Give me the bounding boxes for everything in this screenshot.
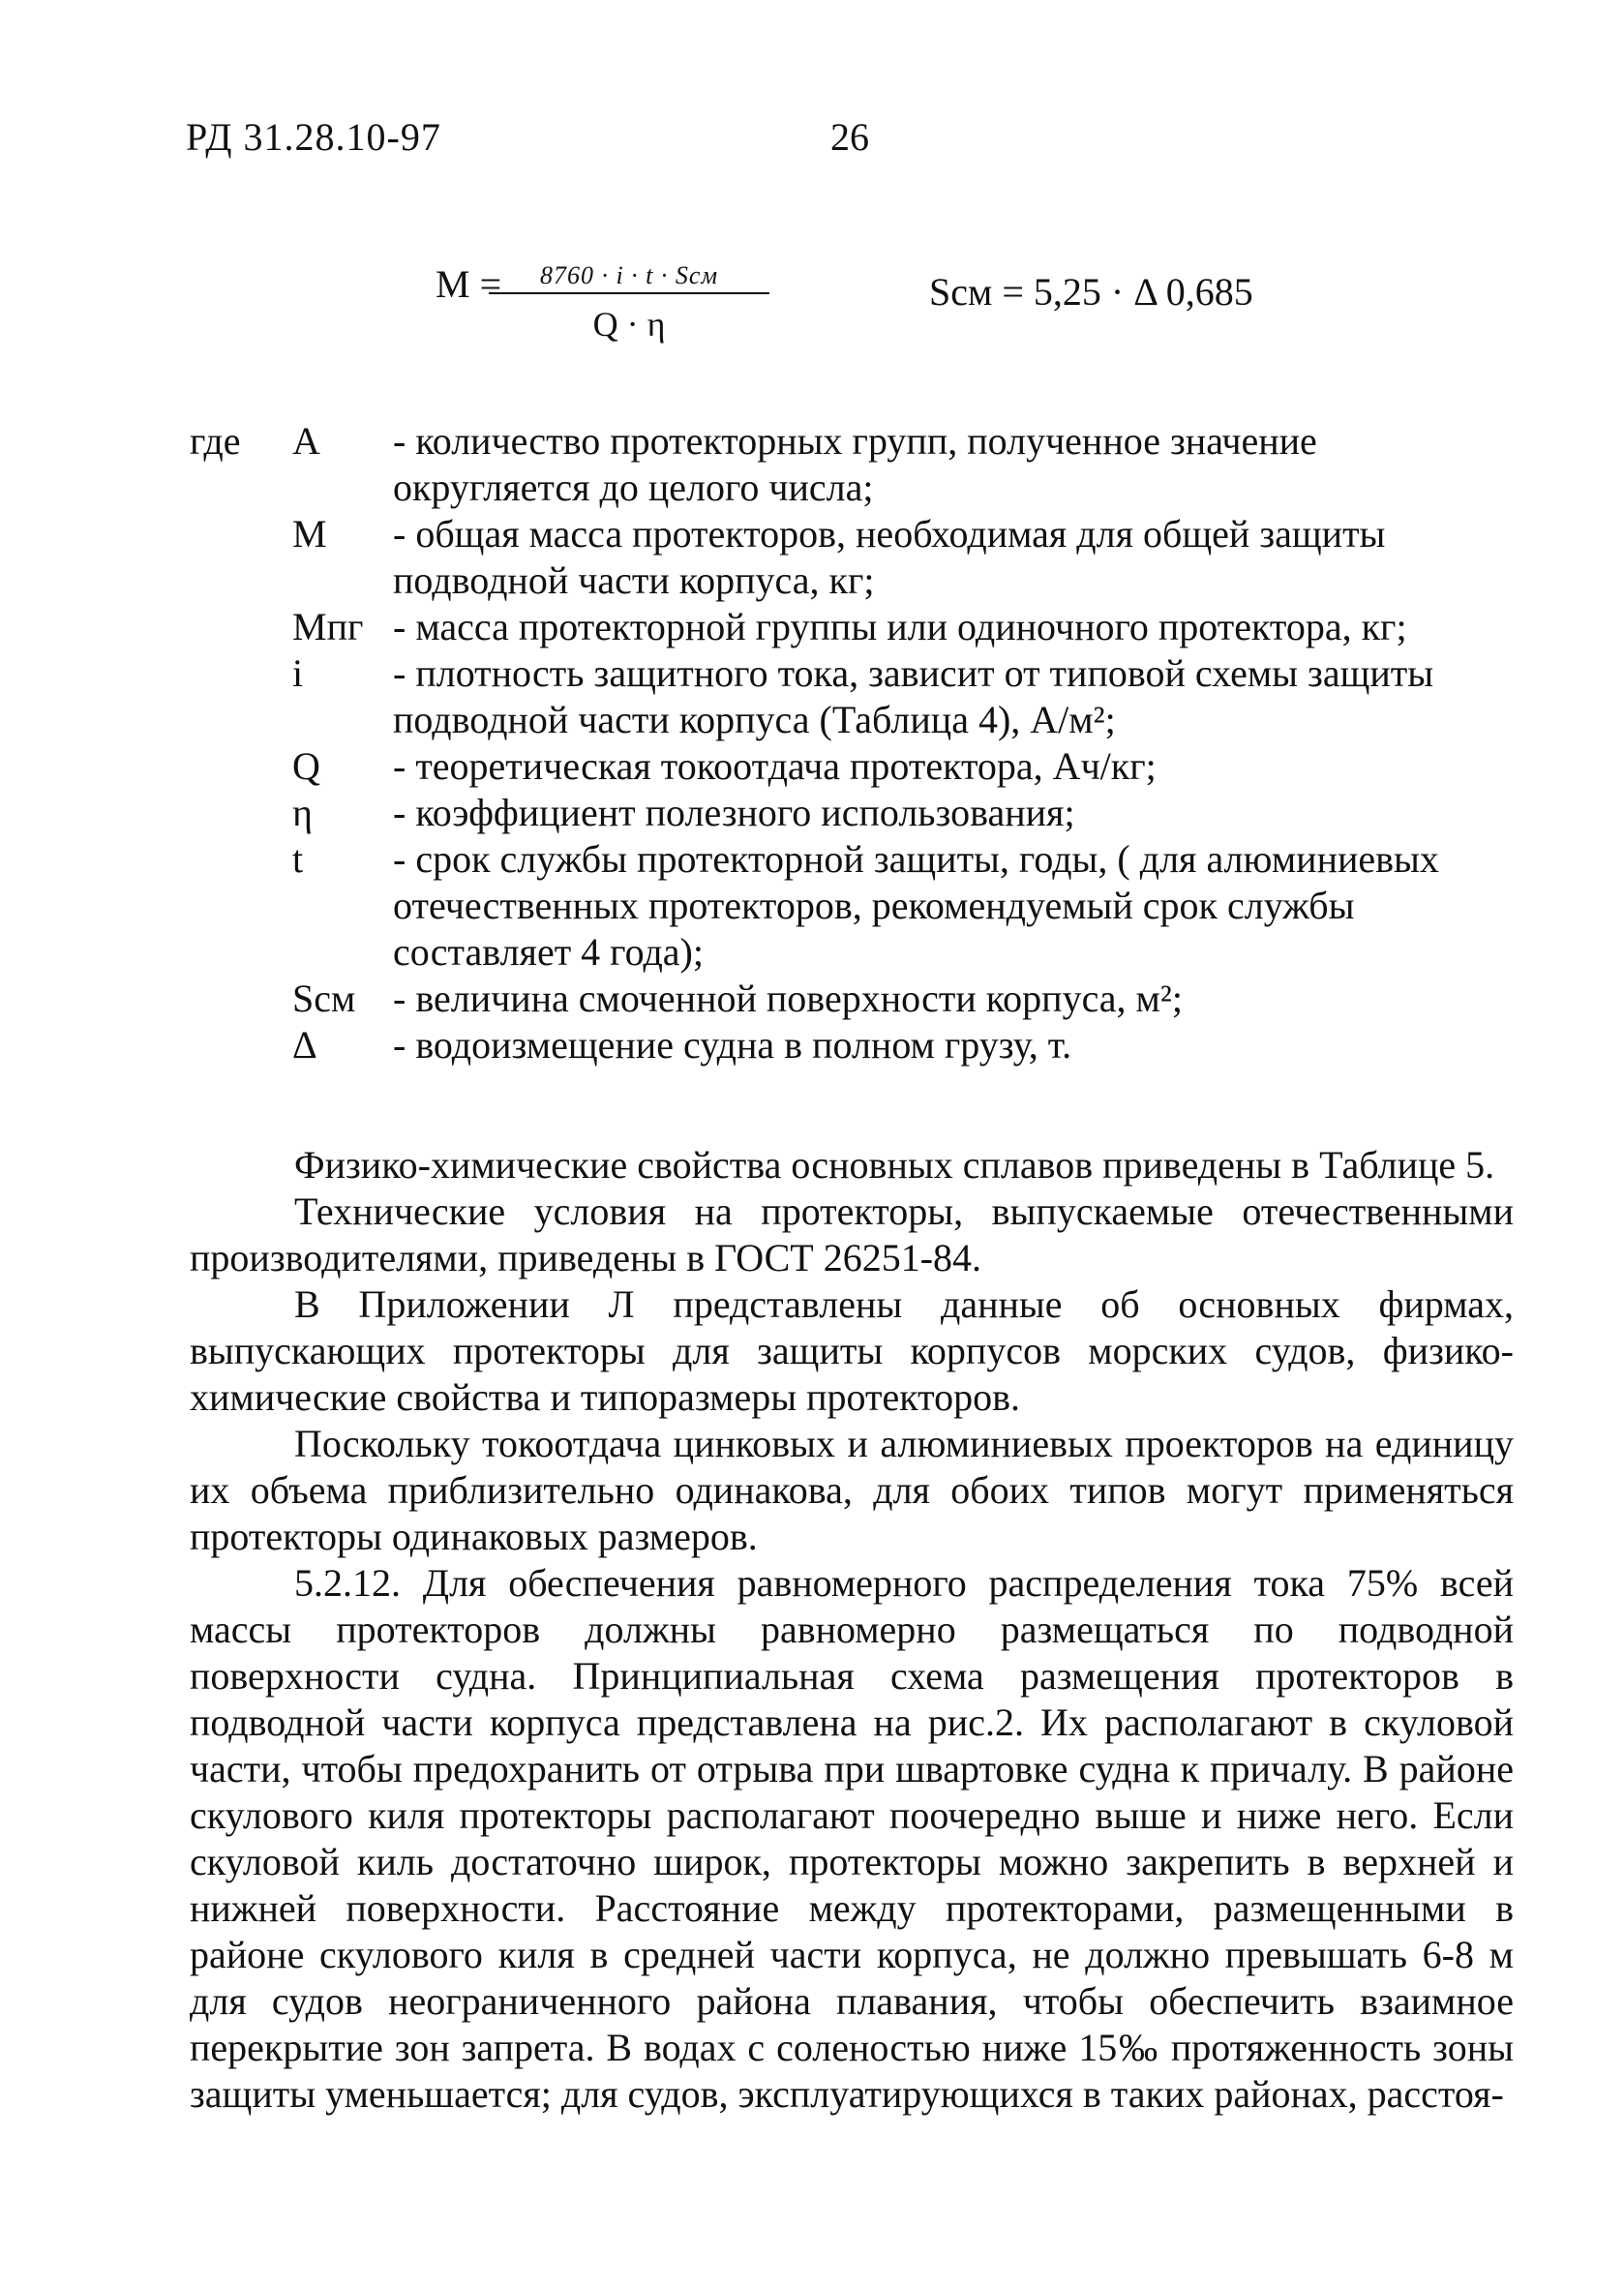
legend-symbol: t xyxy=(292,837,304,881)
legend-symbol: Sсм xyxy=(292,977,356,1020)
legend-row xyxy=(190,976,1516,1022)
legend-description: - общая масса протекторов, необходимая для общей защиты подводной части корпуса, кг; xyxy=(393,512,1386,602)
legend-description: - коэффициент полезного использования; xyxy=(393,791,1075,834)
legend-description: - водоизмещение судна в полном грузу, т. xyxy=(393,1023,1072,1067)
legend-symbol: Δ xyxy=(292,1023,317,1067)
legend-row xyxy=(190,604,1516,650)
legend-description: - плотность защитного тока, зависит от типовой схемы защиты подводной части корпуса (Таблица 4), А/м²; xyxy=(393,651,1434,741)
formula-fraction xyxy=(489,261,769,345)
paragraph: 5.2.12. Для обеспечения равномерного распределения тока 75% всей массы протекторов должны равномерно размещаться по подводной поверхности судна. Принципиальная схема размещения протекторов в подводной части корпуса представлена на рис.2. Их располагают в скуловой части, чтобы предохранить от отрыва при швартовке судна к причалу. В районе скулового киля протекторы располагают поочередно выше и ниже него. Если скуловой киль достаточно широк, протекторы можно закрепить в верхней и нижней поверхности. Расстояние между протекторами, размещенными в районе скулового киля в средней части корпуса, не должно превышать 6-8 м для судов неограниченного района плавания, чтобы обеспечить взаимное перекрытие зон запрета. В водах с соленостью ниже 15‰ протяженность зоны защиты уменьшается; для судов, эксплуатирующихся в таких районах, расстоя- xyxy=(190,1561,1514,2116)
legend-lead-word: где xyxy=(190,419,241,463)
legend-description: - масса протекторной группы или одиночного протектора, кг; xyxy=(393,605,1407,648)
formula-m-lhs: M = xyxy=(436,262,502,306)
legend-symbol: Mпг xyxy=(292,605,364,648)
legend-row xyxy=(190,511,1516,604)
legend-row xyxy=(190,790,1516,836)
legend-row xyxy=(190,418,1516,511)
formula-wetted-surface: Sсм = 5,25 · Δ 0,685 xyxy=(929,270,1253,314)
legend-description: - количество протекторных групп, полученное значение округляется до целого числа; xyxy=(393,419,1317,509)
paragraph: Физико-химические свойства основных сплавов приведены в Таблице 5. xyxy=(294,1143,1495,1187)
formula-numerator: 8760 · i · t · Sсм xyxy=(489,261,769,294)
legend-row xyxy=(190,1022,1516,1068)
paragraph: В Приложении Л представлены данные об основных фирмах, выпускающих протекторы для защиты корпусов морских судов, физико-химические свойства и типоразмеры протекторов. xyxy=(190,1282,1514,1419)
legend-description: - теоретическая токоотдача протектора, Ач/кг; xyxy=(393,744,1157,788)
legend-symbol: η xyxy=(292,791,313,834)
legend-row xyxy=(190,650,1516,743)
legend-row xyxy=(190,743,1516,790)
symbol-legend xyxy=(190,418,1516,1068)
formula-denominator: Q · η xyxy=(592,305,666,344)
legend-symbol: M xyxy=(292,512,327,556)
legend-symbol: i xyxy=(292,651,304,695)
document-code: РД 31.28.10-97 xyxy=(186,115,441,159)
legend-row xyxy=(190,836,1516,976)
legend-description: - срок службы протекторной защиты, годы, ( для алюминиевых отечественных протекторов, рекомендуемый срок службы составляет 4 года); xyxy=(393,837,1439,974)
legend-symbol: A xyxy=(292,419,320,463)
legend-description: - величина смоченной поверхности корпуса, м²; xyxy=(393,977,1183,1020)
paragraph: Поскольку токоотдача цинковых и алюминиевых проекторов на единицу их объема приблизительно одинакова, для обоих типов могут применяться протекторы одинаковых размеров. xyxy=(190,1422,1514,1558)
legend-symbol: Q xyxy=(292,744,320,788)
paragraph: Технические условия на протекторы, выпускаемые отечественными производителями, приведены в ГОСТ 26251-84. xyxy=(190,1189,1514,1279)
page-number: 26 xyxy=(830,115,869,159)
body-text xyxy=(190,1142,1514,2118)
